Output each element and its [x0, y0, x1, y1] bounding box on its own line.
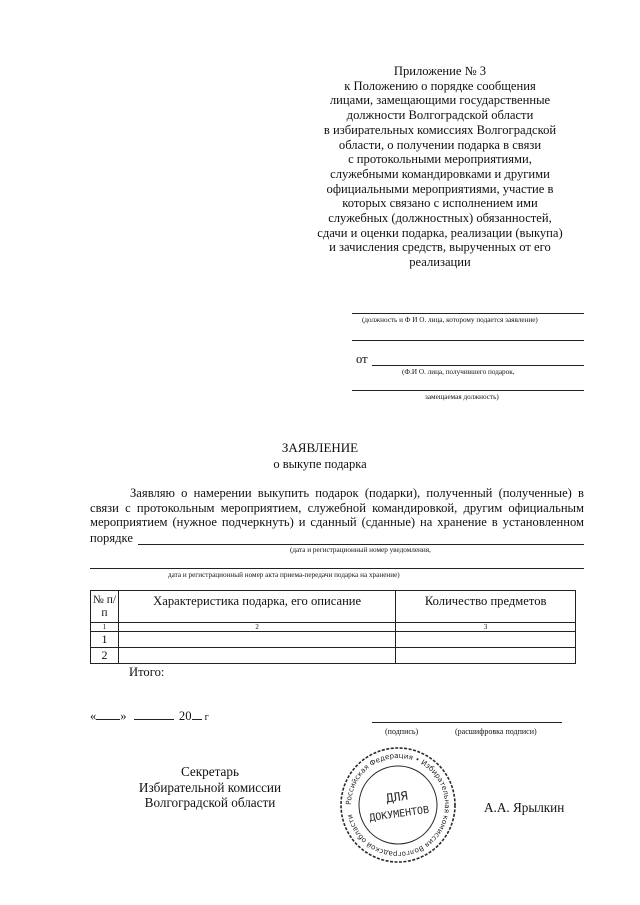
from-label: от [356, 352, 368, 366]
appendix-line: сдачи и оценки подарка, реализации (выкупа) [317, 225, 563, 240]
row-description[interactable] [118, 632, 395, 648]
appendix-line: официальными мероприятиями, участие в [326, 181, 554, 196]
appendix-header [300, 64, 580, 270]
year-prefix: 20 [178, 709, 192, 723]
appendix-line: которых связано с исполнением ими [342, 196, 538, 211]
position-line: Секретарь [180, 764, 240, 779]
appendix-line: лицами, замещающими государственные [329, 93, 551, 108]
caption-signature: (подпись) [385, 727, 419, 736]
appendix-line: Приложение № 3 [393, 64, 487, 78]
caption-recipient: (должность и Ф И О. лица, которому подается заявление) [362, 316, 538, 324]
caption-sender: (Ф.И О. лица, получившего подарок, [402, 368, 515, 376]
header-number: № п/п [91, 591, 119, 623]
position-line: Волгоградской области [144, 795, 276, 810]
appendix-line: с протокольными мероприятиями, [348, 152, 532, 167]
table-header-row [91, 591, 576, 623]
date-open-quote: « [90, 709, 97, 723]
table-row [91, 632, 576, 648]
appendix-line: реализации [409, 255, 471, 270]
year-suffix: г [204, 712, 209, 723]
statement-line: Заявляю о намерении выкупить подарок (подарки), полученный (полученные) в [130, 486, 584, 500]
order-label: порядке [90, 531, 133, 545]
notice-line[interactable] [138, 544, 584, 545]
row-quantity[interactable] [396, 632, 576, 648]
signatory-position [120, 764, 300, 811]
svg-text:Российская Федерация • Избират [344, 751, 452, 859]
row-description[interactable] [118, 648, 395, 664]
row-quantity[interactable] [396, 648, 576, 664]
header-description: Характеристика подарка, его описание [118, 591, 395, 623]
table-row [91, 648, 576, 664]
column-number: 2 [118, 623, 395, 632]
signature-line[interactable] [372, 722, 562, 723]
official-stamp [338, 745, 458, 865]
column-number: 1 [91, 623, 119, 632]
row-number: 2 [91, 648, 119, 664]
statement-paragraph [90, 486, 584, 530]
sender-line-2[interactable] [352, 390, 584, 391]
stamp-icon [338, 745, 458, 865]
gifts-table [90, 590, 576, 664]
stamp-ring-text: Российская Федерация • Избирательная комиссия Волгоградской области [343, 750, 453, 860]
total-label: Итого: [129, 665, 165, 679]
column-number-row [91, 623, 576, 632]
date-close-quote: » [120, 709, 127, 723]
position-line: Избирательной комиссии [138, 779, 282, 795]
appendix-line: служебными командировками и другими [330, 166, 550, 181]
appendix-line: в избирательных комиссиях Волгоградской [323, 122, 557, 137]
appendix-line: области, о получении подарка в связи [338, 137, 542, 152]
appendix-line: к Положению о порядке сообщения [344, 78, 536, 93]
stamp-center-line2: ДОКУМЕНТОВ [368, 804, 430, 825]
appendix-line: должности Волгоградской области [346, 108, 534, 123]
caption-position: замещаемая должность) [425, 393, 499, 401]
act-line[interactable] [90, 568, 584, 569]
document-subtitle: о выкупе подарка [273, 457, 367, 471]
caption-signature-decode: (расшифровка подписи) [455, 727, 537, 736]
row-number: 1 [91, 632, 119, 648]
stamp-center-line1: ДЛЯ [385, 788, 409, 806]
recipient-line-2[interactable] [352, 340, 584, 341]
recipient-line[interactable] [352, 313, 584, 314]
header-quantity: Количество предметов [396, 591, 576, 623]
signatory-name: А.А. Ярылкин [484, 800, 565, 815]
appendix-line: и зачисления средств, вырученных от его [329, 240, 551, 255]
date-field[interactable] [90, 709, 209, 724]
statement-line: мероприятием (нужное подчеркнуть) и сданный (сданные) на хранение в установленном [90, 515, 584, 530]
statement-line: связи с протокольным мероприятием, служебной командировкой, другим официальным [90, 500, 584, 515]
document-title: ЗАЯВЛЕНИЕ [281, 440, 359, 455]
caption-act: дата и регистрационный номер акта приема-передачи подарка на хранение) [168, 571, 400, 579]
column-number: 3 [396, 623, 576, 632]
sender-line[interactable] [372, 365, 584, 366]
caption-notice: (дата и регистрационный номер уведомления, [290, 546, 431, 554]
appendix-line: служебных (должностных) обязанностей, [328, 211, 552, 226]
